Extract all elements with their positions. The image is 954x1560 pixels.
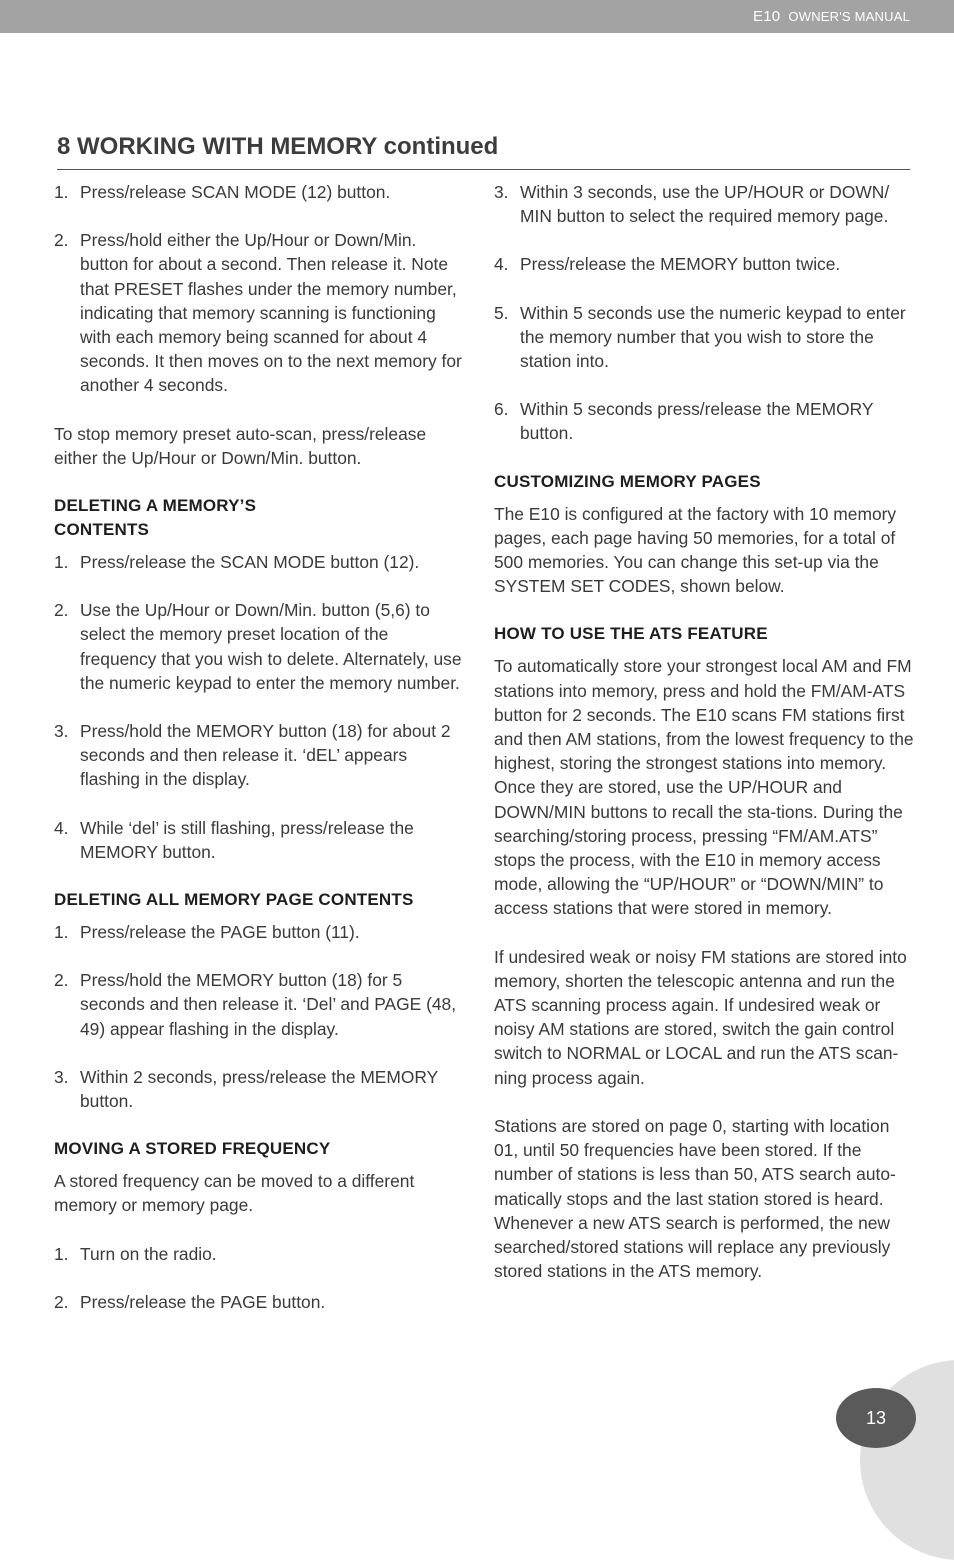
step-number: 1. (54, 1243, 69, 1264)
deleting-all-steps (54, 920, 464, 1113)
step-number: 4. (54, 817, 69, 838)
step-text: Press/hold the MEMORY button (18) for about 2 seconds and then release it. ‘dEL’ appears flashing in the display. (80, 721, 451, 790)
step-number: 2. (54, 230, 69, 251)
list-item (494, 397, 914, 445)
header-bar (0, 0, 954, 33)
moving-steps (54, 1242, 464, 1314)
step-number: 4. (494, 254, 509, 275)
step-text: Within 2 seconds, press/release the MEMORY button. (80, 1066, 438, 1112)
list-item (54, 968, 464, 1041)
step-text: Within 3 seconds, use the UP/HOUR or DOWN/ MIN button to select the required memory page. (520, 182, 890, 227)
moving-steps-continued (494, 180, 914, 446)
left-column (54, 180, 464, 1338)
list-item (54, 598, 464, 695)
moving-heading: MOVING A STORED FREQUENCY (54, 1139, 331, 1159)
step-number: 1. (54, 552, 69, 573)
section-title: 8 WORKING WITH MEMORY continued (57, 133, 499, 160)
step-number: 1. (54, 182, 69, 202)
step-text: Within 5 seconds press/release the MEMORY button. (520, 399, 874, 444)
ats-paragraph-2: If undesired weak or noisy FM stations are stored into memory, shorten the telescopic antenna and run the ATS scanning process again. If undesired weak or noisy AM stations are stored, switch the gain control switch to NORMAL or LOCAL and run the ATS scan-ning process again. (494, 946, 907, 1088)
list-item (54, 816, 464, 864)
step-number: 3. (54, 1066, 69, 1087)
model-name: E10 (753, 8, 781, 25)
list-item (54, 1242, 464, 1266)
running-header (753, 8, 910, 25)
list-item (54, 550, 464, 574)
list-item (494, 252, 914, 276)
stop-scan-text: To stop memory preset auto-scan, press/release either the Up/Hour or Down/Min. button. (54, 423, 427, 468)
list-item (494, 180, 914, 228)
ats-heading: HOW TO USE THE ATS FEATURE (494, 624, 768, 644)
step-text: Within 5 seconds use the numeric keypad to enter the memory number that you wish to store the station into. (520, 302, 906, 372)
list-item (494, 301, 914, 374)
step-text: Use the Up/Hour or Down/Min. button (5,6) to select the memory preset location of the frequency that you wish to delete. Alternately, use the numeric keypad to enter the memory number. (80, 600, 462, 693)
step-number: 2. (54, 970, 69, 991)
right-column (494, 180, 914, 1307)
step-number: 2. (54, 600, 69, 621)
step-number: 3. (494, 182, 509, 202)
list-item (54, 228, 464, 397)
page-number: 13 (836, 1388, 916, 1448)
step-number: 1. (54, 922, 69, 943)
moving-text: A stored frequency can be moved to a different memory or memory page. (54, 1171, 415, 1216)
list-item (54, 920, 464, 944)
deleting-steps (54, 550, 464, 864)
ats-paragraph-3: Stations are stored on page 0, starting with location 01, until 50 frequencies have been stored. If the number of stations is less than 50, ATS search auto-matically stops and the last station stored is heard. Whenever a new ATS search is performed, the new searched/stored stations will replace any previously stored stations in the ATS memory. (494, 1115, 896, 1282)
step-number: 5. (494, 302, 509, 323)
customizing-text: The E10 is configured at the factory with 10 memory pages, each page having 50 memories, for a total of 500 memories. You can change this set-up via the SYSTEM SET CODES, shown below. (494, 503, 897, 597)
step-text: Turn on the radio. (80, 1243, 217, 1264)
customizing-heading: CUSTOMIZING MEMORY PAGES (494, 471, 761, 491)
ats-paragraph-1: To automatically store your strongest local AM and FM stations into memory, press and hold the FM/AM-ATS button for 2 seconds. The E10 scans FM stations first and then AM stations, from the lowest frequency to the highest, storing the strongest stations into memory. Once they are stored, use the UP/HOUR and DOWN/MIN buttons to recall the sta-tions. During the searching/storing process, pressing “FM/AM.ATS” stops the process, with the E10 in memory access mode, allowing the “UP/HOUR” or “DOWN/MIN” to access stations that were stored in memory. (494, 656, 914, 919)
list-item (54, 1065, 464, 1113)
step-text: Press/release SCAN MODE (12) button. (80, 182, 391, 202)
step-text: Press/release the MEMORY button twice. (520, 254, 841, 275)
step-text: Press/release the PAGE button (11). (80, 922, 360, 943)
list-item (54, 180, 464, 204)
deleting-heading: DELETING A MEMORY’S CONTENTS (54, 496, 257, 540)
scan-steps (54, 180, 464, 398)
step-number: 6. (494, 399, 509, 420)
list-item (54, 1290, 464, 1314)
step-number: 3. (54, 721, 69, 742)
step-text: While ‘del’ is still flashing, press/release the MEMORY button. (80, 817, 414, 862)
title-divider (57, 169, 910, 170)
manual-label: OWNER'S MANUAL (788, 9, 910, 24)
step-text: Press/release the PAGE button. (80, 1291, 326, 1312)
step-text: Press/hold the MEMORY button (18) for 5 seconds and then release it. ‘Del’ and PAGE (48, 49) appear flashing in the display. (80, 970, 457, 1039)
step-text: Press/hold either the Up/Hour or Down/Min. button for about a second. Then release it. Note that PRESET flashes under the memory number, indicating that memory scanning is functioning with each memory being scanned for about 4 seconds. It then moves on to the next memory for another 4 seconds. (80, 230, 462, 396)
step-text: Press/release the SCAN MODE button (12). (80, 552, 420, 573)
step-number: 2. (54, 1291, 69, 1312)
deleting-all-heading: DELETING ALL MEMORY PAGE CONTENTS (54, 890, 414, 910)
list-item (54, 719, 464, 792)
